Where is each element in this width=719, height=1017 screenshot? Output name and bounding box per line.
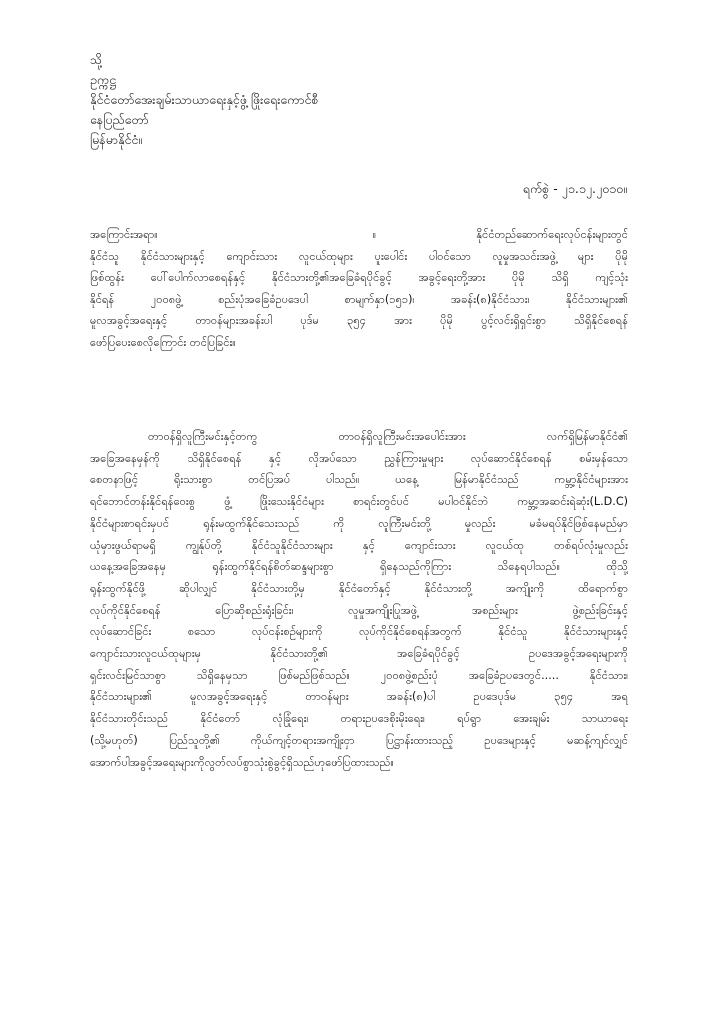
body-text-line: (သို့မဟုတ်) ပြည်သူတို့၏ ကိုယ်ကျင့်တရားအကျိုးငှာ ပြဋ္ဌာန်းထားသည့် ဥပဒေများနှင့် မဆန့်ကျင်လျှင်: [90, 733, 628, 747]
subject-line: [90, 224, 628, 246]
body-text-line: စေတနာဖြင့် ရိုးသားစွာ တင်ပြအပ် ပါသည်။ ယနေ့ မြန်မာနိုင်ငံသည် ကမ္ဘာ့နိုင်ငံများအား: [90, 473, 628, 487]
body-text-line: လုပ်ဆောင်ခြင်း စသော လုပ်ငန်းစဉ်များကို လုပ်ကိုင်နိုင်စေရန်အတွက် နိုင်ငံသူ နိုင်ငံသားများနှင့်: [90, 625, 628, 639]
address-chair: ဥက္ကဋ္ဌ: [90, 72, 116, 87]
body-text-line: ယုံမှားဖွယ်ရာမရှိ ကျွန်ုပ်တို့ နိုင်ငံသူနိုင်ငံသားများ နှင့် ကျောင်းသား လူငယ်ထု တစ်ရပ်လုံးမှုလည်း: [90, 538, 628, 552]
address-organization: နိုင်ငံတော်အေးချမ်းသာယာရေးနှင့်ဖွံ့ ဖြိုးရေးကောင်စီ: [90, 92, 319, 107]
subject-text-line: နိုင်ငံသူ နိုင်ငံသားများနှင့် ကျောင်းသား လူငယ်ထုများ ပူးပေါင်း ပါဝင်သော လူမှုအသင်းအဖွဲ့ များ ပိုမို: [90, 249, 628, 263]
body-text-line: ရုန်းထွက်နိုင်ဖို့ ဆိုပါလျှင် နိုင်ငံသားတို့မှ နိုင်ငံတော်နှင့် နိုင်ငံသားတို့ အကျိုးကို ထိရောက်စွာ: [90, 581, 628, 595]
body-paragraph: [90, 426, 628, 773]
body-text-line: အောက်ပါအခွင့်အရေးများကိုလွတ်လပ်စွာသုံးစွဲခွင့်ရှိသည်ဟုဖော်ပြထားသည်။: [90, 755, 394, 769]
subject-marker: ။: [372, 228, 377, 241]
subject-text-line: နိုင်ငံတည်ဆောက်ရေးလုပ်ငန်းများတွင်: [476, 228, 628, 241]
body-text-line: နိုင်ငံများစာရင်းမှပင် ရုန်းမထွက်နိုင်သေးသည် ကို လူကြီးမင်းတို့ မှုလည်း မခံမရပ်နိုင်ဖြစ်နေမည်မှာ: [90, 516, 628, 530]
address-to: သို့: [90, 52, 103, 67]
body-text-line: တာဝန်ရှိလူကြီးမင်းနှင့်တကွ တာဝန်ရှိလူကြီးမင်းအပေါင်းအား လက်ရှိမြန်မာနိုင်ငံ၏: [148, 430, 628, 443]
subject-text-line: ဖော်ပြပေးစေလိုကြောင်း တင်ပြခြင်း။: [90, 335, 236, 349]
body-text-line: လုပ်ကိုင်နိုင်စေရန် ပြောဆိုစည်းရုံးခြင်း၊ လူမှုအကျိုးပြုအဖွဲ့ အစည်းများ ဖွဲ့စည်းခြင်းနှင့်: [90, 603, 628, 617]
letter-date: ရက်စွဲ - ၂၁.၁၂.၂၀၁၀။: [522, 181, 627, 196]
subject-text-line: မူလအခွင့်အရေးနှင့် တာဝန်များအခန်းပါ ပုဒ်မ ၃၅၄ အား ပိုမို ပွင့်လင်းရှိရှင်းစွာ သိရှိနိုင်စေရန်: [90, 314, 628, 328]
body-text-line: နိုင်ငံသားတိုင်းသည် နိုင်ငံတော် လုံခြုံရေး၊ တရားဥပဒေစိုးမိုးရေး၊ ရပ်ရွာ အေးချမ်း သာယာရေး: [90, 712, 628, 726]
subject-label: အကြောင်းအရာ။: [90, 228, 158, 241]
subject-text-line: နိုင်ရန် ၂၀၀၈ဖွဲ့ စည်းပုံအခြေခံဥပဒေပါ စာမျက်နှာ(၁၅၁)၊ အခန်း(၈)နိုင်ငံသား၊ နိုင်ငံသားများ၏: [90, 292, 628, 306]
address-city: နေပြည်တော်: [90, 112, 149, 127]
address-country: မြန်မာနိုင်ငံ။: [90, 132, 143, 147]
subject-paragraph: [90, 224, 628, 354]
body-text-line: ရင်ဘောင်တန်းနိုင်ရန်ဝေးစွ ဖွံ့ ဖြိုးသေးနိုင်ငံများ စာရင်းတွင်ပင် မပါဝင်နိုင်ဘဲ ကမ္ဘာ့အဆင်းရဲဆုံး(L.D.C): [90, 495, 628, 509]
body-first-line: [90, 426, 628, 448]
subject-text-line: ဖြစ်ထွန်း ပေါ်ပေါက်လာစေရန်နှင့် နိုင်ငံသားတို့၏အခြေခံရပိုင်ခွင့် အခွင့်ရေးတို့အား ပိုမို သိရှိ ကျင့်သုံး: [90, 271, 628, 285]
body-text-line: ရှင်းလင်းမြင်သာစွာ သိရှိနေမှသာ ဖြစ်မည်ဖြစ်သည်။ ၂၀၀၈ဖွဲ့စည်းပုံ အခြေခံဥပဒေတွင်..... နိုင်ငံသား၊: [90, 668, 628, 682]
body-text-line: နိုင်ငံသားများ၏ မူလအခွင့်အရေးနှင့် တာဝန်များ အခန်း(၈)ပါ ဥပဒေပုဒ်မ ၃၅၄ အရ: [90, 690, 628, 704]
recipient-address: [90, 50, 319, 150]
body-text-line: ယနေ့အခြေအနေမှ ရုန်းထွက်နိုင်ရန်စိတ်ဆန္ဒများစွာ ရှိနေသည်ကိုကြား သိနေရပါသည်။ ထိုသို့: [90, 560, 628, 574]
body-text-line: ကျောင်းသားလူငယ်ထုများမှ နိုင်ငံသားတို့၏ အခြေခံရပိုင်ခွင့် ဥပဒေအခွင့်အရေးများကို: [90, 647, 628, 661]
body-text-line: အခြေအနေမှန်ကို သိရှိနိုင်စေရန် နှင့် လိုအပ်သော ညွှန်ကြားမှုများ လုပ်ဆောင်နိုင်စေရန် စမ်းမှန်သော: [90, 451, 628, 465]
